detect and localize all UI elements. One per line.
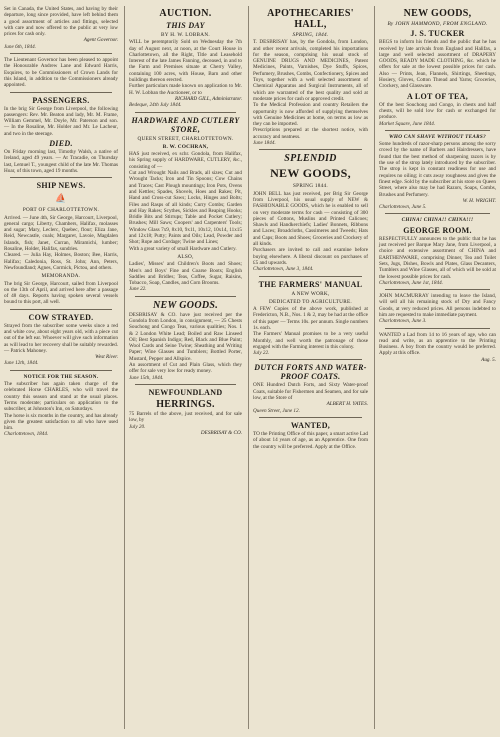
dutch-forts-heading: DUTCH FORTS AND WATER-PROOF COATS. xyxy=(254,363,367,382)
auction-date: Bedeque, 24th July 1844. xyxy=(129,102,182,109)
apprentice-date: Aug. 5. xyxy=(481,356,496,363)
herrings-signature: DESBRISAY & CO. xyxy=(200,429,242,436)
divider xyxy=(385,130,490,131)
new-work-heading: A NEW WORK, xyxy=(291,290,330,297)
intro-signature: Agent Governor. xyxy=(83,37,118,44)
divider xyxy=(10,92,112,93)
divider xyxy=(259,359,362,360)
died-text: On Friday morning last, Timothy Walsh, a native of Ireland, aged 49 years. — At Tracadie, on Thursday last, Lemuel T., youngest child of the late Mr. Thomas Hoar, of this town, aged 19 months. xyxy=(4,149,118,174)
notice-text: The subscriber has again taken charge of the celebrated Horse CHARLES, who will travel the country this season and stand at the usual places. Terms moderate; particulars on application to the subscriber, at Johnston's Inn, on Saturdays. xyxy=(4,381,118,413)
george-room-heading: GEORGE ROOM. xyxy=(403,225,472,235)
port-heading: PORT OF CHARLOTTETOWN. xyxy=(22,207,100,214)
cow-text: Strayed from the subscriber some weeks since a red and white cow, about eight years old, with a piece cut out of the left ear. Whoever will give such information as will lead to her recovery shall be suitably rewarded. — Patrick Mahoney. xyxy=(4,322,118,354)
spring-1844-heading: SPRING 1844. xyxy=(292,183,329,190)
passengers-text: In the brig Sir George from Liverpool, the following passengers: Rev. Mr. Beaton and lady, Mr. M. Frame, William Gemmel, Mr. Doyle, Mr. Paterson and son. — In the Rosaline, Mr. Holder and Mr. Le Lacheur, and two in the steerage. xyxy=(4,105,118,137)
divider xyxy=(259,417,362,418)
divider xyxy=(385,289,490,290)
cleared-text: Cleared. — Julia Hay, Holmes, Boston; Bee, Harris, Halifax; Caledonia, Ross, St. John; Ann, Peters, Newfoundland; Agnes, Cormick, Pictou, and others. xyxy=(4,252,118,271)
divider xyxy=(10,309,112,310)
column-2 xyxy=(124,6,246,729)
macmurray-text: JOHN MACMURRAY intending to leave the Island, will sell all his remaining stock of Dry and Fancy Goods, at very reduced prices. All persons indebted to him are requested to make immediate payment. xyxy=(379,293,496,318)
shave-date: Charlottetown, June 5. xyxy=(379,204,427,211)
bell-text: JOHN BELL has just received, per Brig Sir George from Liverpool, his usual supply of NEW & FASHIONABLE GOODS, which he is enabled to sell on very moderate terms for cash — consisting of 300 pieces of Cottons, Muslins and Printed Calicoes; Shawls and Handkerchiefs; Ladies' Bonnets, Ribbons and Laces; Broadcloths, Cassimeres and Tweeds; Hats and Caps; Boots and Shoes; Groceries and Crockery of all kinds. xyxy=(253,190,368,248)
divider xyxy=(385,328,490,329)
intro-notice: Set in Canada, the United States, and having by their departure, long since provided, have left behind them a good assortment of articles and fittings, selected with care and now offered to the public at very low prices for cash only. xyxy=(4,6,118,38)
also-date: June 22. xyxy=(129,286,147,293)
cow-signature: West River. xyxy=(95,354,118,361)
divider xyxy=(135,384,236,385)
dutch-signature: ALBERT H. YATES. xyxy=(326,401,368,408)
tucker-heading: J. S. TUCKER xyxy=(410,29,465,39)
cochran-heading: B. W. COCHRAN, xyxy=(162,143,209,150)
apothecaries-text-2: To the Medical Profession and country Retailers the opportunity is now afforded of supplying themselves with Genuine Medicines at home, on terms as low as they can be imported. xyxy=(253,102,368,128)
herrings-date: July 20. xyxy=(129,423,146,430)
shipnews-heading: SHIP NEWS. xyxy=(36,181,86,191)
george-room-date: Charlottetown, June 1st, 1844. xyxy=(379,279,443,286)
memoranda-text: The brig Sir George, Harcourt, sailed from Liverpool on the 13th of April, and arrived here after a passage of 48 days. Reports having spoken several vessels bound to this port, all well. xyxy=(4,280,118,306)
herrings-heading: HERRINGS. xyxy=(156,398,215,410)
memoranda-heading: MEMORANDA. xyxy=(41,273,81,280)
apprentice-text: WANTED a Lad from 14 to 16 years of age, who can read and write, as an apprentice to the Printing Business. A boy from the country would be preferred. Apply at this office. xyxy=(379,331,496,357)
spring-heading: SPRING, 1844. xyxy=(292,32,329,38)
farmers-text-2: The Farmers' Manual promises to be a very useful Monthly, and well worth the patronage of those engaged with the Farming interest in this colony. xyxy=(253,331,368,350)
apothecaries-date: June 1844. xyxy=(253,140,276,147)
ship-icon: ⛵ xyxy=(55,193,67,204)
wanted-heading: WANTED, xyxy=(290,420,331,430)
dutch-date: Queen Street, June 12. xyxy=(253,407,300,414)
shave-signature: W. H. WRIGHT. xyxy=(462,197,496,204)
apothecaries-text-3: Prescriptions prepared at the shortest notice, with accuracy and neatness. xyxy=(253,127,368,140)
herrings-text: 75 Barrels of the above, just received, and for sale low, by xyxy=(129,410,242,424)
auction-text-2: Further particulars made known on application to Mr. H. W. Lobban the Auctioneer, or to xyxy=(129,83,242,96)
divider xyxy=(10,53,112,54)
goods-list-2: With a great variety of small Hardware and Cutlery. xyxy=(129,245,237,252)
also-heading: ALSO, xyxy=(177,253,194,260)
lot-of-tea-date: Market Square, June 1844. xyxy=(379,120,436,127)
desbrisay-text-2: An assortment of Cut and Plain Glass, which they offer for sale very low for ready money. xyxy=(129,362,242,375)
desbrisay-text: DESBRISAY & CO. have just received per the Gondola from London, in consignment, — 25 Chests Souchong and Congo Teas, various qualities; Nos. 1 & 2 London White Lead; Boiled and Raw Linseed Oil; Best Spanish Indigo; Red, Black and Blue Paint; Wool Cards and Seine Twine; Sheathing and Writing Paper; Wine Glasses and Tumblers; Bottled Porter, Mustard, Pepper and Allspice. xyxy=(129,311,242,362)
arrivals-text: Arrived. — June 4th, Sir George, Harcourt, Liverpool, general cargo; Liberty, Chambers, Halifax, molasses and sugar; Mary, Leclerc, Quebec, flour; Eliza Jane, Reid, Newcastle, coals; Margaret, Lavoie, Magdalen Islands, fish; Janet, Curran, Miramichi, lumber; Rosaline, Holder, Halifax, sundries. xyxy=(4,214,118,253)
splendid-heading: SPLENDID xyxy=(284,153,337,165)
intro-date: June 6th, 1844. xyxy=(4,43,36,50)
notice-date: Charlottetown, 1844. xyxy=(4,431,49,438)
notice-text-2: The horse is six months in the country, and has already given the greatest satisfaction to all who have used him. xyxy=(4,412,118,432)
column-3 xyxy=(248,6,372,729)
hardware-heading: HARDWARE AND CUTLERY STORE, xyxy=(131,115,240,134)
column-1 xyxy=(0,6,122,729)
auction-signature: RICHARD GILL, Administrator. xyxy=(174,95,242,102)
macmurray-date: Charlottetown, June 3. xyxy=(379,318,427,325)
bell-text-2: Purchasers are invited to call and examine before buying elsewhere. A liberal discount on purchases of £5 and upwards. xyxy=(253,247,368,266)
shave-text: Some hundreds of razor-sharp persons among the sorry crowd by the name of Barbers and Hairdressers, have found that the best method of sharpening razors is by the use of the strop lately introduced by the subscriber. The strop is kept in constant readiness for use and requires no oiling; it cuts away roughness and gives the finest edge. Sold by the subscriber at his store on Queen Street, where also may be had Razors, Soaps, Combs, Brushes and Perfumery. xyxy=(379,141,496,198)
divider xyxy=(259,149,362,150)
newgoods-heading: NEW GOODS, xyxy=(403,8,472,19)
apothecaries-text: T. DESBRISAY has, by the Gondola, from London, and other recent arrivals, completed his importations for the season, comprising his usual stock of GENUINE DRUGS AND MEDICINES, Patent Medicines, Paints, Varnishes, Dye Stuffs, Spices, Perfumery, Brushes, Combs, Confectionery, Spices and Toys, together with a well selected assortment of Chemical Apparatus and Surgical Instruments, all of which are warranted of the best quality and sold at moderate prices for cash or approved credit. xyxy=(253,39,369,102)
apothecaries-heading: APOTHECARIES' HALL, xyxy=(267,8,354,30)
notice-heading: NOTICE FOR THE SEASON. xyxy=(23,373,99,380)
cochran-text: HAS just received, ex schr. Gondola, from Halifax, his Spring supply of HARDWARE, CUTLERY, &c., consisting of — xyxy=(129,151,242,170)
lot-of-tea-text: Of the best Souchong and Congo, in chests and half chests, will be sold low for cash or exchanged for produce. xyxy=(379,101,496,121)
divider xyxy=(259,276,362,277)
china-heading: CHINA! CHINA!! CHINA!!! xyxy=(401,217,474,224)
desbrisay-date: June 15th, 1844. xyxy=(129,374,164,381)
newgoods-heading: NEW GOODS, xyxy=(270,166,351,181)
cow-date: June 12th, 1844. xyxy=(4,360,39,367)
auctioneer-heading: BY H. W. LOBBAN. xyxy=(161,32,210,38)
divider xyxy=(135,112,236,113)
goods-list: Cut and Wrought Nails and Brads, all sizes; Cut and Wrought Tacks; Iron and Tin Spoons; Cow Chains and Traces; Cast Plough mountings; Iron Pots, Ovens and Kettles; Spades, Shovels, Hoes and Rakes; Pit, Hand and Cross-cut Saws; Locks, Hinges and Bolts; Files and Rasps of all kinds; Curry Combs; Garden and Hay Rakes; Scythes, Sickles and Reaping Hooks; Bridle Bits and Stirrups; Table and Pocket Cutlery; Brushes; Mill Saws; Coopers' and Carpenters' Tools; Window Glass 7x9, 8x10, 9x11, 10x12, 10x14, 11x15 and 12x18; Putty; Paints and Oils; Lead, Powder and Shot; Rope and Cordage; Twine and Lines; xyxy=(129,170,242,246)
divider xyxy=(10,370,112,371)
farmers-date: July 22. xyxy=(253,350,270,357)
thisday-heading: THIS DAY xyxy=(166,21,205,30)
passengers-heading: PASSENGERS. xyxy=(32,95,90,105)
divider xyxy=(10,177,112,178)
farmers-manual-heading: THE FARMERS' MANUAL xyxy=(258,279,363,289)
farmers-text: A FEW Copies of the above work, published at Fredericton, N.B., Nos. 1 & 2, may be had at the office of this paper — Terms 10s. per annum. Single numbers 1s. each. xyxy=(253,306,368,331)
tucker-text: BEGS to inform his friends and the public that he has received by late arrivals from England and Halifax, a large and well selected assortment of DRAPERY GOODS, READY MADE CLOTHING, &c. which he offers for sale at the lowest possible prices for cash. Also — Prints, Jean, Flannels, Shirtings, Sheetings, Hosiery, Gloves, Cotton Thread and Yarns; Groceries, Crockery, and Glassware. xyxy=(379,39,496,90)
dedicated-heading: DEDICATED TO AGRICULTURE. xyxy=(268,298,353,305)
george-room-text: RESPECTFULLY announces to the public that he has just received per Barque Mary Jane, from Liverpool, a choice and extensive assortment of CHINA and EARTHENWARE, comprising Dinner, Tea and Toilet Sets, Jugs, Dishes, Bowls and Plates, Glass Decanters, Tumblers and Wine Glasses, all of which will be sold at the lowest possible prices for cash. xyxy=(379,235,496,280)
cow-heading: COW STRAYED. xyxy=(28,312,94,322)
byjohn-heading: By JOHN HAMMOND, FROM ENGLAND. xyxy=(387,21,488,27)
dutch-text: ONE Hundred Dutch Forts, and Sixty Water-proof Coats, suitable for Fishermen and Seamen, and for sale low, at the Store of xyxy=(253,382,368,402)
also-text: Ladies', Misses' and Children's Boots and Shoes; Men's and Boys' Fine and Coarse Boots; English Saddles and Bridles; Teas, Coffee, Sugar, Raisins, Tobacco, Soap, Candles, and Corn Brooms. xyxy=(129,261,242,287)
column-4 xyxy=(374,6,500,729)
lot-of-tea-heading: A LOT OF TEA, xyxy=(406,91,469,101)
auction-text: WILL be peremptorily Sold on Wednesday the 7th day of August next, at noon, at the Court House in Charlottetown, all the Right, Title and Leasehold Interest of the late James Fanning, deceased, in and to the Farm and Premises situate at Cherry Valley, containing 100 acres, with House, Barn and other buildings thereon erected. xyxy=(129,39,242,84)
auction-heading: AUCTION. xyxy=(159,8,212,19)
wanted-text: TO the Printing Office of this paper, a smart active Lad of about 14 years of age, as an Apprentice. One from the country will be preferred. Apply at the Office. xyxy=(253,430,368,450)
divider xyxy=(135,296,236,297)
bell-date: Charlottetown, June 3, 1844. xyxy=(253,266,314,273)
shave-heading: WHO CAN SHAVE WITHOUT TEARS? xyxy=(389,133,486,140)
queen-street-line: QUEEN STREET, CHARLOTTETOWN. xyxy=(137,135,234,142)
appointment-notice: The Lieutenant Governor has been pleased to appoint the Honourable Andrew Lane and Edward Harris, Esquires, to be Commissioners of Crown Lands for this Island, in addition to the Commissioners already appointed. xyxy=(4,57,118,89)
died-heading: DIED. xyxy=(49,139,73,149)
divider xyxy=(385,213,490,214)
newfoundland-heading: NEWFOUNDLAND xyxy=(148,387,223,397)
newgoods-heading: NEW GOODS. xyxy=(152,299,219,311)
